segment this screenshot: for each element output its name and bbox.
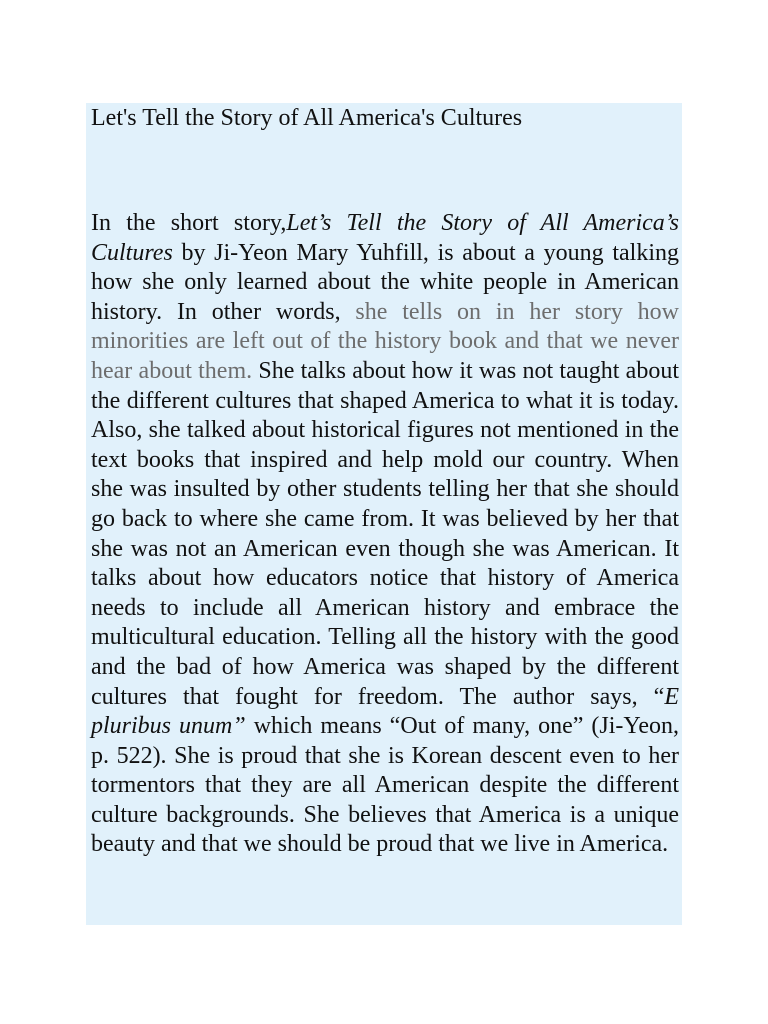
body-author-summary: by Ji-Yeon Mary Yuhfill, is about a young talking how she only learned about the white people in American history. In other words, <box>91 239 679 325</box>
story-title: Let’s Tell the Story of All America’s Cultures <box>91 210 679 266</box>
body-conclusion: which means “Out of many, one” (Ji-Yeon, p. 522). She is proud that she is Korean descent even to her tormentors that they are all American despite the different culture backgrounds. She believes that America is a unique beauty and that we should be proud that we live in America. <box>91 713 679 858</box>
body-muted-sentence: she tells on in her story how minorities are left out of the history book and that we never hear about them. <box>91 298 679 384</box>
latin-motto: E pluribus unum” <box>91 683 679 740</box>
body-main-paragraph: She talks about how it was not taught about the different cultures that shaped America to what it is today. Also, she talked about historical figures not mentioned in the text books that inspired and help mold our country. When she was insulted by other students telling her that she should go back to where she came from. It was believed by her that she was not an American even though she was American. It talks about how educators notice that history of America needs to include all American history and embrace the multicultural education. Telling all the history with the good and the bad of how America was shaped by the different cultures that fought for freedom. The author says, “ <box>91 357 679 710</box>
body-intro: In the short story, <box>91 210 287 236</box>
document-title: Let's Tell the Story of All America's Cultures <box>91 105 523 131</box>
document-body <box>91 209 679 860</box>
